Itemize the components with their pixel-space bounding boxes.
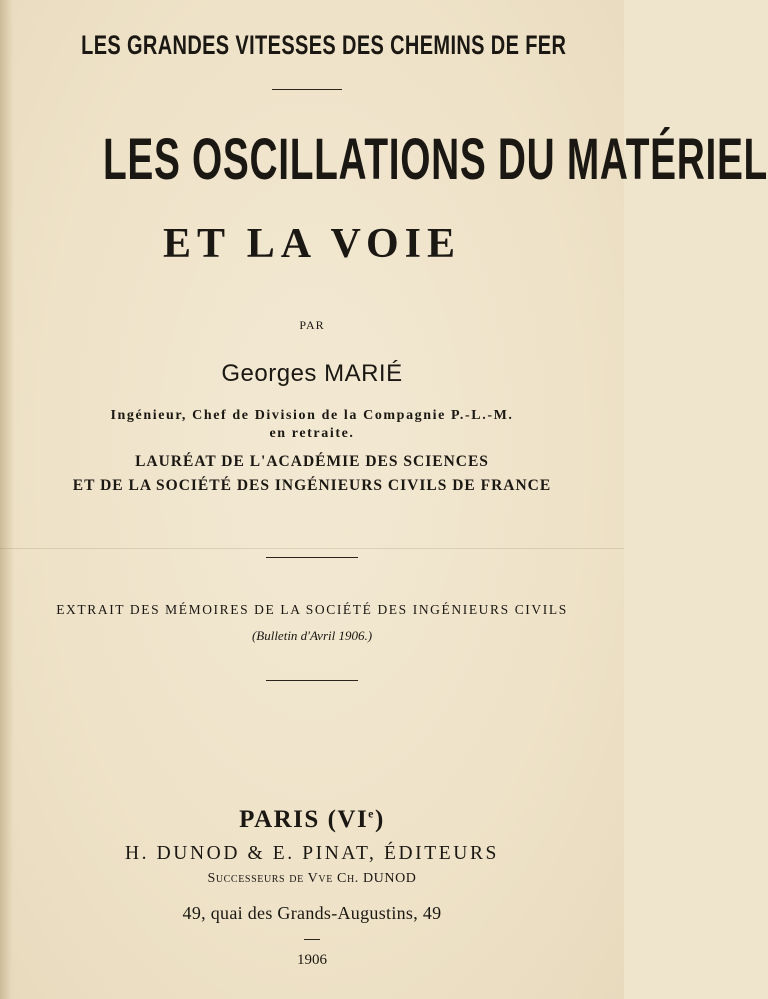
- publication-year: 1906: [297, 952, 327, 968]
- publication-city: PARIS (VIe): [239, 806, 385, 833]
- extract-note: EXTRAIT DES MÉMOIRES DE LA SOCIÉTÉ DES INGÉNIEURS CIVILS: [56, 602, 568, 617]
- by-label: PAR: [299, 318, 325, 332]
- series-title: LES GRANDES VITESSES DES CHEMINS DE FER: [81, 30, 567, 60]
- main-title-line2: ET LA VOIE: [162, 221, 462, 267]
- title-divider: [272, 89, 342, 90]
- laureate-line2: ET DE LA SOCIÉTÉ DES INGÉNIEURS CIVILS DE FRANCE: [72, 477, 552, 494]
- author-affiliation-line2: en retraite.: [269, 426, 355, 441]
- section-divider-2: [266, 680, 358, 681]
- author-affiliation-line1: Ingénieur, Chef de Division de la Compagnie P.-L.-M.: [110, 408, 514, 423]
- laureate-line1: LAURÉAT DE L'ACADÉMIE DES SCIENCES: [135, 453, 489, 470]
- author-name: Georges MARIÉ: [221, 360, 403, 387]
- section-divider: [266, 557, 358, 558]
- bulletin-note: (Bulletin d'Avril 1906.): [251, 628, 373, 643]
- publisher-name: H. DUNOD & E. PINAT, ÉDITEURS: [124, 843, 500, 864]
- publisher-successors: Successeurs de Vve Ch. DUNOD: [207, 871, 417, 886]
- year-divider: [304, 939, 320, 940]
- main-title-line1: LES OSCILLATIONS DU MATÉRIEL: [102, 127, 768, 192]
- publisher-address: 49, quai des Grands-Augustins, 49: [182, 903, 442, 923]
- page-fold-line: [0, 548, 624, 549]
